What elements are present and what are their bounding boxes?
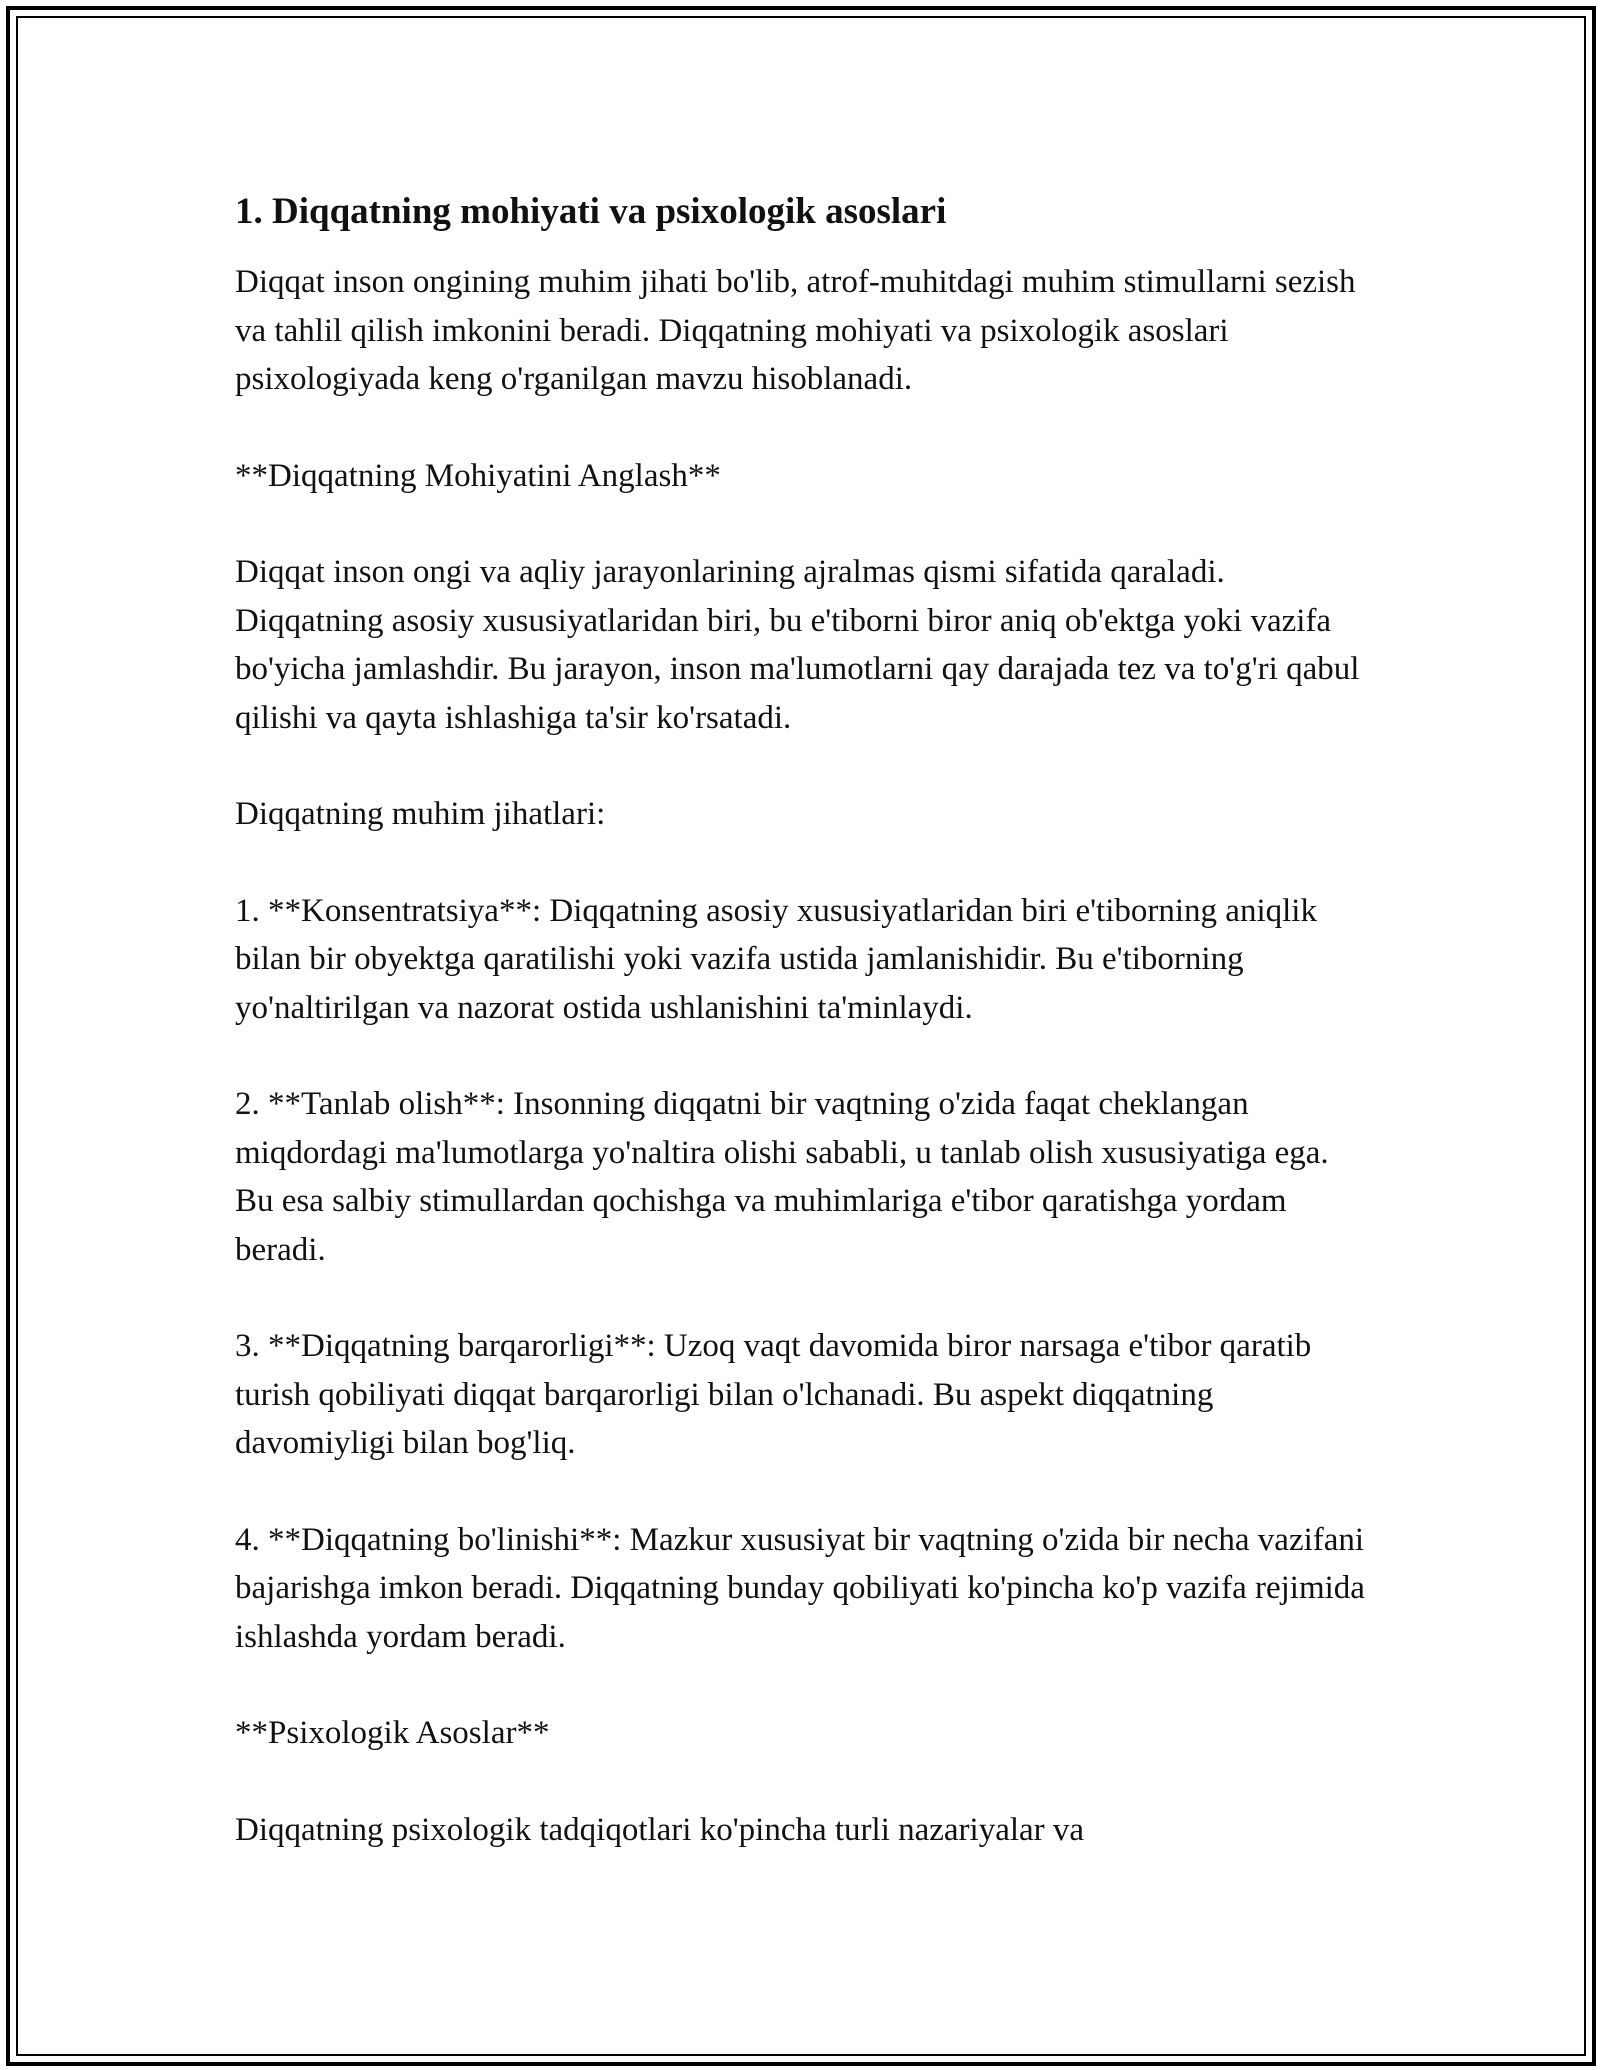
subheading-mohiyat: **Diqqatning Mohiyatini Anglash** xyxy=(235,457,721,494)
list-item-tanlab-olish: 2. **Tanlab olish**: Insonning diqqatni bir vaqtning o'zida faqat cheklangan miqdordagi ma'lumotlarga yo'naltira olishi sababli, u tanlab olish xususiyatiga ega. Bu esa salbiy stimullardan qochishga va muhimlariga e'tibor qaratishga yordam beradi. xyxy=(235,1086,1329,1268)
subheading-asoslar: **Psixologik Asoslar** xyxy=(235,1715,550,1751)
paragraph-intro: Diqqat inson ongining muhim jihati bo'lib, atrof-muhitdagi muhim stimullarni sezish va tahlil qilish imkonini beradi. Diqqatning mohiyati va psixologik asoslari psixologiyada keng o'rganilgan mavzu hisoblanadi. xyxy=(235,264,1356,397)
list-item-barqarorlik: 3. **Diqqatning barqarorligi**: Uzoq vaqt davomida biror narsaga e'tibor qaratib turish qobiliyati diqqat barqarorligi bilan o'lchanadi. Bu aspekt diqqatning davomiyligi bilan bog'liq. xyxy=(235,1328,1312,1461)
list-intro: Diqqatning muhim jihatlari: xyxy=(235,796,606,832)
paragraph-mohiyat: Diqqat inson ongi va aqliy jarayonlarining ajralmas qismi sifatida qaraladi. Diqqatning asosiy xususiyatlaridan biri, bu e'tiborni biror aniq ob'ektga yoki vazifa bo'yicha jamlashdir. Bu jarayon, inson ma'lumotlarni qay darajada tez va to'g'ri qabul qilishi va qayta ishlashiga ta'sir ko'rsatadi. xyxy=(235,554,1360,736)
list-item-konsentratsiya: 1. **Konsentratsiya**: Diqqatning asosiy xususiyatlaridan biri e'tiborning aniqlik bilan bir obyektga qaratilishi yoki vazifa ustida jamlanishidir. Bu e'tiborning yo'naltirilgan va nazorat ostida ushlanishini ta'minlaydi. xyxy=(235,892,1317,1026)
document-body xyxy=(235,186,1375,1902)
paragraph-asoslar: Diqqatning psixologik tadqiqotlari ko'pincha turli nazariyalar va xyxy=(235,1811,1085,1848)
section-heading: 1. Diqqatning mohiyati va psixologik asoslari xyxy=(235,191,947,232)
list-item-bolinish: 4. **Diqqatning bo'linishi**: Mazkur xususiyat bir vaqtning o'zida bir necha vazifani bajarishga imkon beradi. Diqqatning bunday qobiliyati ko'pincha ko'p vazifa rejimida ishlashda yordam beradi. xyxy=(235,1521,1365,1655)
